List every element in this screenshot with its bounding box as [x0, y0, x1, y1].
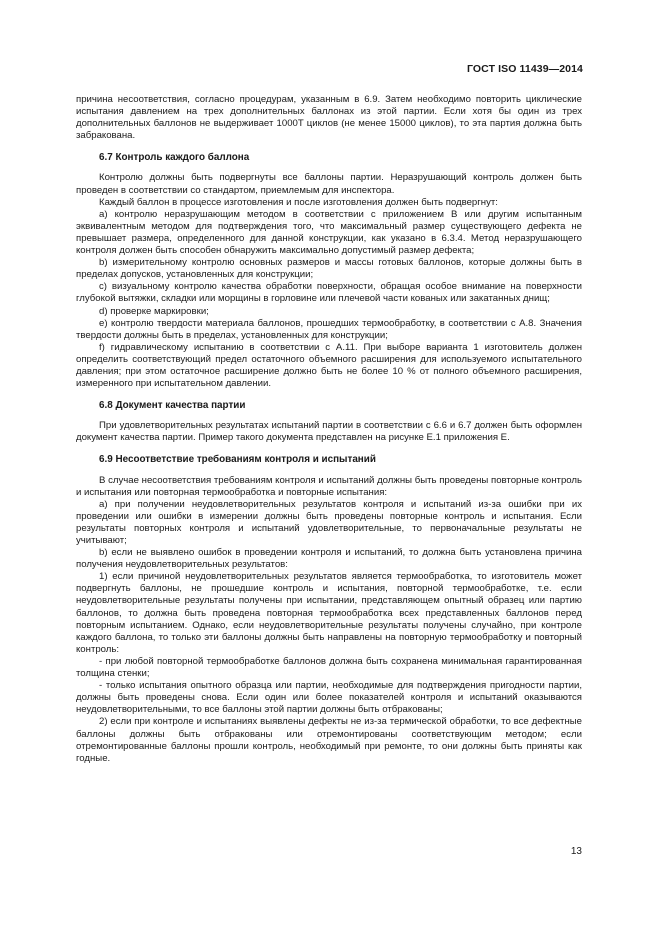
s69-dash-item: - только испытания опытного образца или партии, необходимые для подтверждения пригодности партии, должны быть проведены снова. Если один или более показателей контроля и испытаний оказываются неудовлетворительными, то все баллоны этой партии должны быть отбракованы; [76, 680, 582, 716]
section-6-8-title: 6.8 Документ качества партии [99, 400, 246, 412]
section-6-7-title: 6.7 Контроль каждого баллона [99, 152, 250, 164]
s69-item-b: b) если не выявлено ошибок в проведении контроля и испытаний, то должна быть установлена причина получения неудовлетворительных результатов: [76, 547, 582, 571]
s67-item-a: a) контролю неразрушающим методом в соответствии с приложением B или другим испытанным эквивалентным методом для подтверждения того, что максимальный размер существующего дефекта не превышает размера, определенного для данной конструкции, как указано в 6.3.4. Метод неразрушающего контроля должен быть способен обнаружить максимально допустимый размер дефекта; [76, 208, 582, 257]
s69-dash-item: - при любой повторной термообработке баллонов должна быть сохранена минимальная гарантированная толщина стенки; [76, 655, 582, 680]
s69-item-2: 2) если при контроле и испытаниях выявлены дефекты не из-за термической обработки, то все дефектные баллоны должны быть отбракованы или отремонтированы соответствующим методом; если отремонтированные баллоны прошли контроль, необходимый при ремонте, то они должны быть приняты как годные. [76, 716, 582, 764]
s67-item-b: b) измерительному контролю основных размеров и массы готовых баллонов, которые должны быть в пределах допусков, установленных для конструкции; [76, 257, 582, 281]
s67-paragraph: Каждый баллон в процессе изготовления и после изготовления должен быть подвергнут: [99, 196, 498, 208]
s67-item-d: d) проверке маркировки; [99, 305, 209, 317]
s68-paragraph: При удовлетворительных результатах испытаний партии в соответствии с 6.6 и 6.7 должен быть оформлен документ качества партии. Пример такого документа представлен на рисунке E.1 приложения E. [76, 420, 582, 444]
s67-item-c: c) визуальному контролю качества обработки поверхности, обращая особое внимание на поверхности глубокой вытяжки, складки или морщины в горловине или плечевой части кованых или закатанных днищ; [76, 281, 582, 305]
section-6-9-title: 6.9 Несоответствие требованиям контроля и испытаний [99, 454, 376, 466]
s69-item-1: 1) если причиной неудовлетворительных результатов является термообработка, то изготовитель может подвергнуть баллоны, не прошедшие контроль и испытания, повторной термообработке, т.е. если неудовлетворительные результаты получены при испытании, представляющем опытный образец или партию баллонов, то должна быть проведена повторная термообработка всех представленных баллонов перед повторным испытанием. Однако, если неудовлетворительные результаты получены случайно, при контроле каждого баллона, то только эти баллоны должны быть направлены на повторную термообработку и повторный контроль: [76, 571, 582, 655]
page-number: 13 [570, 846, 582, 857]
document-header: ГОСТ ISO 11439—2014 [466, 63, 583, 75]
s69-paragraph: В случае несоответствия требованиям контроля и испытаний должны быть проведены повторные контроль и испытания или повторная термообработка и повторные испытания: [76, 474, 582, 498]
s67-item-f: f) гидравлическому испытанию в соответствии с A.11. При выборе варианта 1 изготовитель должен определить соответствующий предел остаточного объемного расширения для используемого испытательного давления; при этом остаточное расширение должно быть не более 10 % от полного объемного расширения, измеренного при испытательном давлении. [76, 341, 582, 390]
intro-paragraph: причина несоответствия, согласно процедурам, указанным в 6.9. Затем необходимо повторить циклические испытания давлением на трех дополнительных баллонах из этой партии. Если хотя бы один из трех дополнительных баллонов не выдерживает 1000T циклов (не менее 15000 циклов), то эта партия должна быть забракована. [76, 94, 582, 142]
s69-item-a: a) при получении неудовлетворительных результатов контроля и испытаний из-за ошибки при их проведении или ошибки в измерении должны быть проведены повторные контроль и испытания. Если результаты повторных контроля и испытаний удовлетворительные, то первоначальные результаты не учитывают; [76, 498, 582, 546]
s67-item-e: e) контролю твердости материала баллонов, прошедших термообработку, в соответствии с A.8. Значения твердости должны быть в пределах, установленных для конструкции; [76, 317, 582, 341]
s67-paragraph: Контролю должны быть подвергнуты все баллоны партии. Неразрушающий контроль должен быть проведен в соответствии со стандартом, приемлемым для инспектора. [76, 172, 582, 196]
document-body [76, 94, 582, 765]
